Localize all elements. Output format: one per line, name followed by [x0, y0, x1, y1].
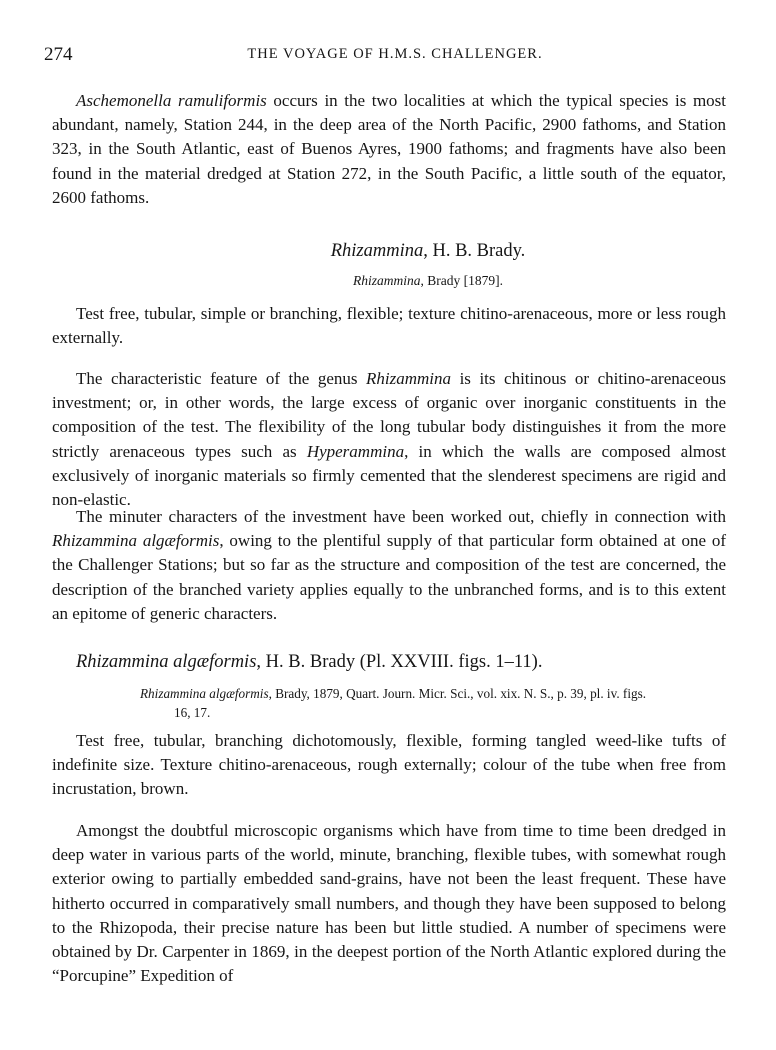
genus-reference-citation: , Brady [1879]. — [420, 273, 503, 288]
genus-para2-text-2: , owing to the plentiful supply of that particular form obtained at one of the Challenger Stations; but so far as the structure and composition of the test are concerned, the description of the branched variety applies equally to the unbranched forms, and is to this extent an epitome of generic characters. — [52, 531, 726, 623]
genus-para1-text-1: The characteristic feature of the genus — [76, 369, 367, 388]
species-reference-figures: 16, 17. — [174, 705, 211, 720]
genus-reference — [0, 273, 776, 289]
genus-para1-italic-1: Rhizammina — [366, 369, 452, 388]
species-heading — [76, 652, 736, 673]
intro-genus-name: Aschemonella ramuliformis — [76, 91, 267, 110]
page-header — [44, 44, 726, 68]
genus-heading — [0, 241, 776, 262]
genus-para2-text-1: The minuter characters of the investment have been worked out, chiefly in connection with — [76, 507, 726, 526]
running-title: THE VOYAGE OF H.M.S. CHALLENGER. — [247, 46, 543, 62]
species-diagnosis: Test free, tubular, branching dichotomously, flexible, forming tangled weed-like tufts of indefinite size. Texture chitino-arenaceous, rough externally; colour of the tube when free from incrustation, brown. — [52, 731, 726, 799]
species-reference-citation: , Brady, 1879, Quart. Journ. Micr. Sci., vol. xix. N. S., p. 39, pl. iv. figs. — [268, 686, 647, 701]
species-heading-name: Rhizammina algæformis — [76, 652, 257, 672]
genus-para1-italic-2: Hyperammina — [306, 441, 405, 461]
species-heading-rest: , H. B. Brady (Pl. XXVIII. figs. 1–11). — [256, 652, 543, 672]
intro-text: occurs in the two localities at which the typical species is most abundant, namely, Station 244, in the deep area of the North Pacific, 2900 fathoms, and Station 323, in the South Atlantic, east of Buenos Ayres, 1900 fathoms; and fragments have also been found in the material dredged at Station 272, in the South Pacific, a little south of the equator, 2600 fathoms. — [52, 91, 727, 207]
genus-reference-name: Rhizammina — [353, 273, 421, 288]
page-number: 274 — [44, 44, 73, 65]
species-reference — [140, 684, 730, 722]
genus-para1-text-3: , in which the walls are composed almost exclusively of inorganic materials so firmly cemented that the slenderest specimens are rigid and non-elastic. — [52, 441, 726, 510]
genus-heading-author: , H. B. Brady. — [423, 241, 526, 261]
genus-para1-text-2: is its chitinous or chitino-arenaceous investment; or, in other words, the large excess of organic over inorganic constituents in the composition of the test. The flexibility of the long tubular body distinguishes it from the more strictly arenaceous types such as — [52, 369, 726, 461]
genus-diagnosis: Test free, tubular, simple or branching, flexible; texture chitino-arenaceous, more or less rough externally. — [52, 304, 726, 348]
species-reference-name: Rhizammina algæformis — [140, 686, 269, 701]
intro-paragraph — [52, 89, 726, 210]
genus-discussion-paragraph-2 — [52, 505, 726, 626]
genus-para2-italic-1: Rhizammina algæformis — [52, 531, 220, 551]
species-discussion-paragraph: Amongst the doubtful microscopic organisms which have from time to time been dredged in deep water in various parts of the world, minute, branching, flexible tubes, with somewhat rough exterior owing to partially embedded sand-grains, have not been the least frequent. These have hitherto occurred in comparatively small numbers, and though they have been supposed to belong to the Rhizopoda, their precise nature has been but little studied. A number of specimens were obtained by Dr. Carpenter in 1869, in the deepest portion of the North Atlantic explored during the “Porcupine” Expedition of — [52, 821, 726, 986]
genus-heading-name: Rhizammina — [330, 241, 424, 261]
genus-discussion-paragraph-1 — [52, 367, 726, 512]
